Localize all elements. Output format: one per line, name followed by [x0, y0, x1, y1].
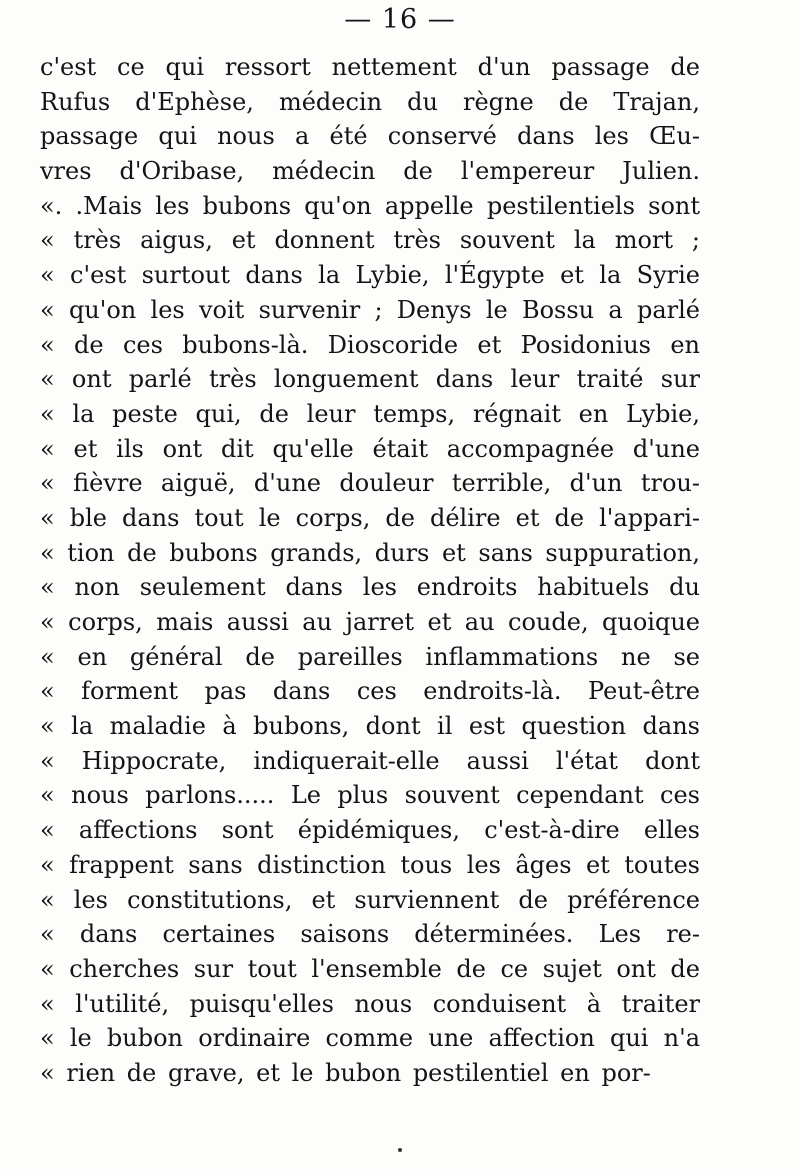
text-line: vres d'Oribase, médecin de l'empereur Julien.	[40, 157, 700, 186]
text-line: « corps, mais aussi au jarret et au coude, quoique	[40, 608, 700, 636]
text-line: passage qui nous a été conservé dans les Œu-	[40, 122, 700, 151]
text-line: « qu'on les voit survenir ; Denys le Bossu a parlé	[40, 295, 700, 324]
text-line: « cherches sur tout l'ensemble de ce sujet ont de	[40, 954, 700, 983]
text-line: « forment pas dans ces endroits-là. Peut-être	[40, 677, 700, 706]
text-line: « ont parlé très longuement dans leur traité sur	[40, 365, 700, 394]
text-line: « de ces bubons-là. Dioscoride et Posidonius en	[40, 330, 700, 359]
text-line: « tion de bubons grands, durs et sans suppuration,	[40, 538, 700, 567]
page-number: — 16 —	[344, 4, 456, 35]
text-line: « dans certaines saisons déterminées. Les re-	[40, 920, 700, 949]
text-line: « le bubon ordinaire comme une affection qui n'a	[40, 1024, 700, 1053]
text-line: « en général de pareilles inflammations ne se	[40, 642, 700, 671]
footer-dot	[398, 1148, 402, 1152]
text-line: « nous parlons..... Le plus souvent cependant ces	[40, 781, 700, 810]
text-line: «. .Mais les bubons qu'on appelle pestilentiels sont	[40, 191, 700, 220]
text-line: « frappent sans distinction tous les âges et toutes	[40, 850, 700, 879]
text-line: « affections sont épidémiques, c'est-à-dire elles	[40, 816, 700, 845]
text-line: « Hippocrate, indiquerait-elle aussi l'état dont	[40, 746, 700, 775]
text-line: « rien de grave, et le bubon pestilentiel en por-	[40, 1058, 651, 1087]
text-line: Rufus d'Ephèse, médecin du règne de Trajan,	[40, 87, 700, 116]
text-line: « ble dans tout le corps, de délire et de l'appari-	[40, 503, 700, 532]
text-line: « fièvre aiguë, d'une douleur terrible, d'un trou-	[40, 469, 700, 498]
text-line: « la maladie à bubons, dont il est question dans	[40, 712, 700, 741]
text-line: « l'utilité, puisqu'elles nous conduisent à traiter	[40, 989, 700, 1018]
text-line: « les constitutions, et surviennent de préférence	[40, 885, 700, 914]
text-line: « c'est surtout dans la Lybie, l'Égypte et la Syrie	[40, 261, 700, 290]
text-line: c'est ce qui ressort nettement d'un passage de	[40, 53, 700, 81]
text-line: « très aigus, et donnent très souvent la mort ;	[40, 226, 700, 255]
text-line: « et ils ont dit qu'elle était accompagnée d'une	[40, 434, 700, 463]
body-text	[40, 50, 700, 1091]
text-line: « non seulement dans les endroits habituels du	[40, 573, 700, 602]
text-line: « la peste qui, de leur temps, régnait en Lybie,	[40, 399, 700, 428]
